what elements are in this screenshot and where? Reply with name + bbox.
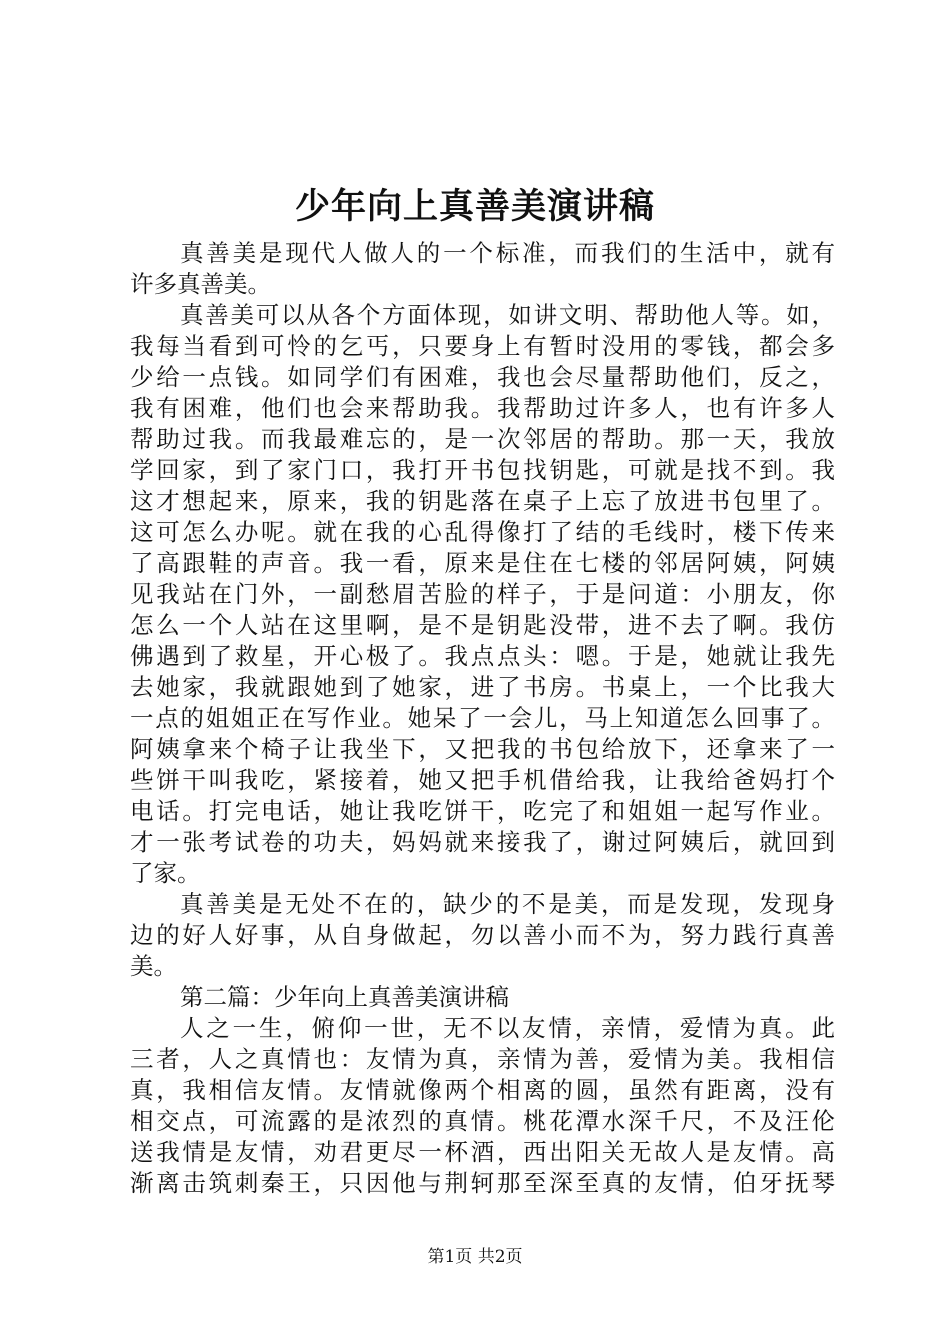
document-title: 少年向上真善美演讲稿	[294, 187, 655, 227]
paragraph-line: 去她家，我就跟她到了她家，进了书房。书桌上，一个比我大	[130, 673, 835, 701]
paragraph-line: 送我情是友情，劝君更尽一杯酒，西出阳关无故人是友情。高	[130, 1138, 835, 1166]
page-number-footer: 第1页 共2页	[427, 1247, 523, 1267]
paragraph-line: 渐离击筑刺秦王，只因他与荆轲那至深至真的友情，伯牙抚琴	[130, 1169, 835, 1197]
paragraph-line: 人之一生，俯仰一世，无不以友情，亲情，爱情为真。此	[180, 1014, 835, 1042]
paragraph-line: 一点的姐姐正在写作业。她呆了一会儿，马上知道怎么回事了。	[130, 704, 835, 732]
paragraph-line: 真，我相信友情。友情就像两个相离的圆，虽然有距离，没有	[130, 1076, 835, 1104]
paragraph-line: 才一张考试卷的功夫，妈妈就来接我了，谢过阿姨后，就回到	[130, 828, 835, 856]
paragraph-line: 些饼干叫我吃，紧接着，她又把手机借给我，让我给爸妈打个	[130, 766, 835, 794]
paragraph-line: 见我站在门外，一副愁眉苦脸的样子，于是问道：小朋友，你	[130, 580, 835, 608]
paragraph-line: 美。	[130, 952, 177, 980]
paragraph-line: 佛遇到了救星，开心极了。我点点头：嗯。于是，她就让我先	[130, 642, 835, 670]
paragraph-line: 真善美可以从各个方面体现，如讲文明、帮助他人等。如，	[180, 301, 835, 329]
paragraph-line: 阿姨拿来个椅子让我坐下，又把我的书包给放下，还拿来了一	[130, 735, 835, 763]
paragraph-line: 边的好人好事，从自身做起，勿以善小而不为，努力践行真善	[130, 921, 835, 949]
paragraph-line: 了高跟鞋的声音。我一看，原来是住在七楼的邻居阿姨，阿姨	[130, 549, 835, 577]
paragraph-line: 这可怎么办呢。就在我的心乱得像打了结的毛线时，楼下传来	[130, 518, 835, 546]
paragraph-line: 帮助过我。而我最难忘的，是一次邻居的帮助。那一天，我放	[130, 425, 835, 453]
paragraph-line: 许多真善美。	[130, 270, 271, 298]
paragraph-line: 我每当看到可怜的乞丐，只要身上有暂时没用的零钱，都会多	[130, 332, 835, 360]
paragraph-line: 我有困难，他们也会来帮助我。我帮助过许多人，也有许多人	[130, 394, 835, 422]
paragraph-line: 相交点，可流露的是浓烈的真情。桃花潭水深千尺，不及汪伦	[130, 1107, 835, 1135]
paragraph-line: 三者，人之真情也：友情为真，亲情为善，爱情为美。我相信	[130, 1045, 835, 1073]
paragraph-line: 这才想起来，原来，我的钥匙落在桌子上忘了放进书包里了。	[130, 487, 835, 515]
paragraph-line: 学回家，到了家门口，我打开书包找钥匙，可就是找不到。我	[130, 456, 835, 484]
paragraph-line: 电话。打完电话，她让我吃饼干，吃完了和姐姐一起写作业。	[130, 797, 835, 825]
paragraph-line: 真善美是无处不在的，缺少的不是美，而是发现，发现身	[180, 890, 835, 918]
document-body	[130, 238, 835, 1199]
paragraph-line: 少给一点钱。如同学们有困难，我也会尽量帮助他们，反之，	[130, 363, 835, 391]
section-heading: 第二篇：少年向上真善美演讲稿	[180, 983, 509, 1011]
paragraph-line: 了家。	[130, 859, 201, 887]
paragraph-line: 怎么一个人站在这里啊，是不是钥匙没带，进不去了啊。我仿	[130, 611, 835, 639]
paragraph-line: 真善美是现代人做人的一个标准，而我们的生活中，就有	[180, 239, 835, 267]
